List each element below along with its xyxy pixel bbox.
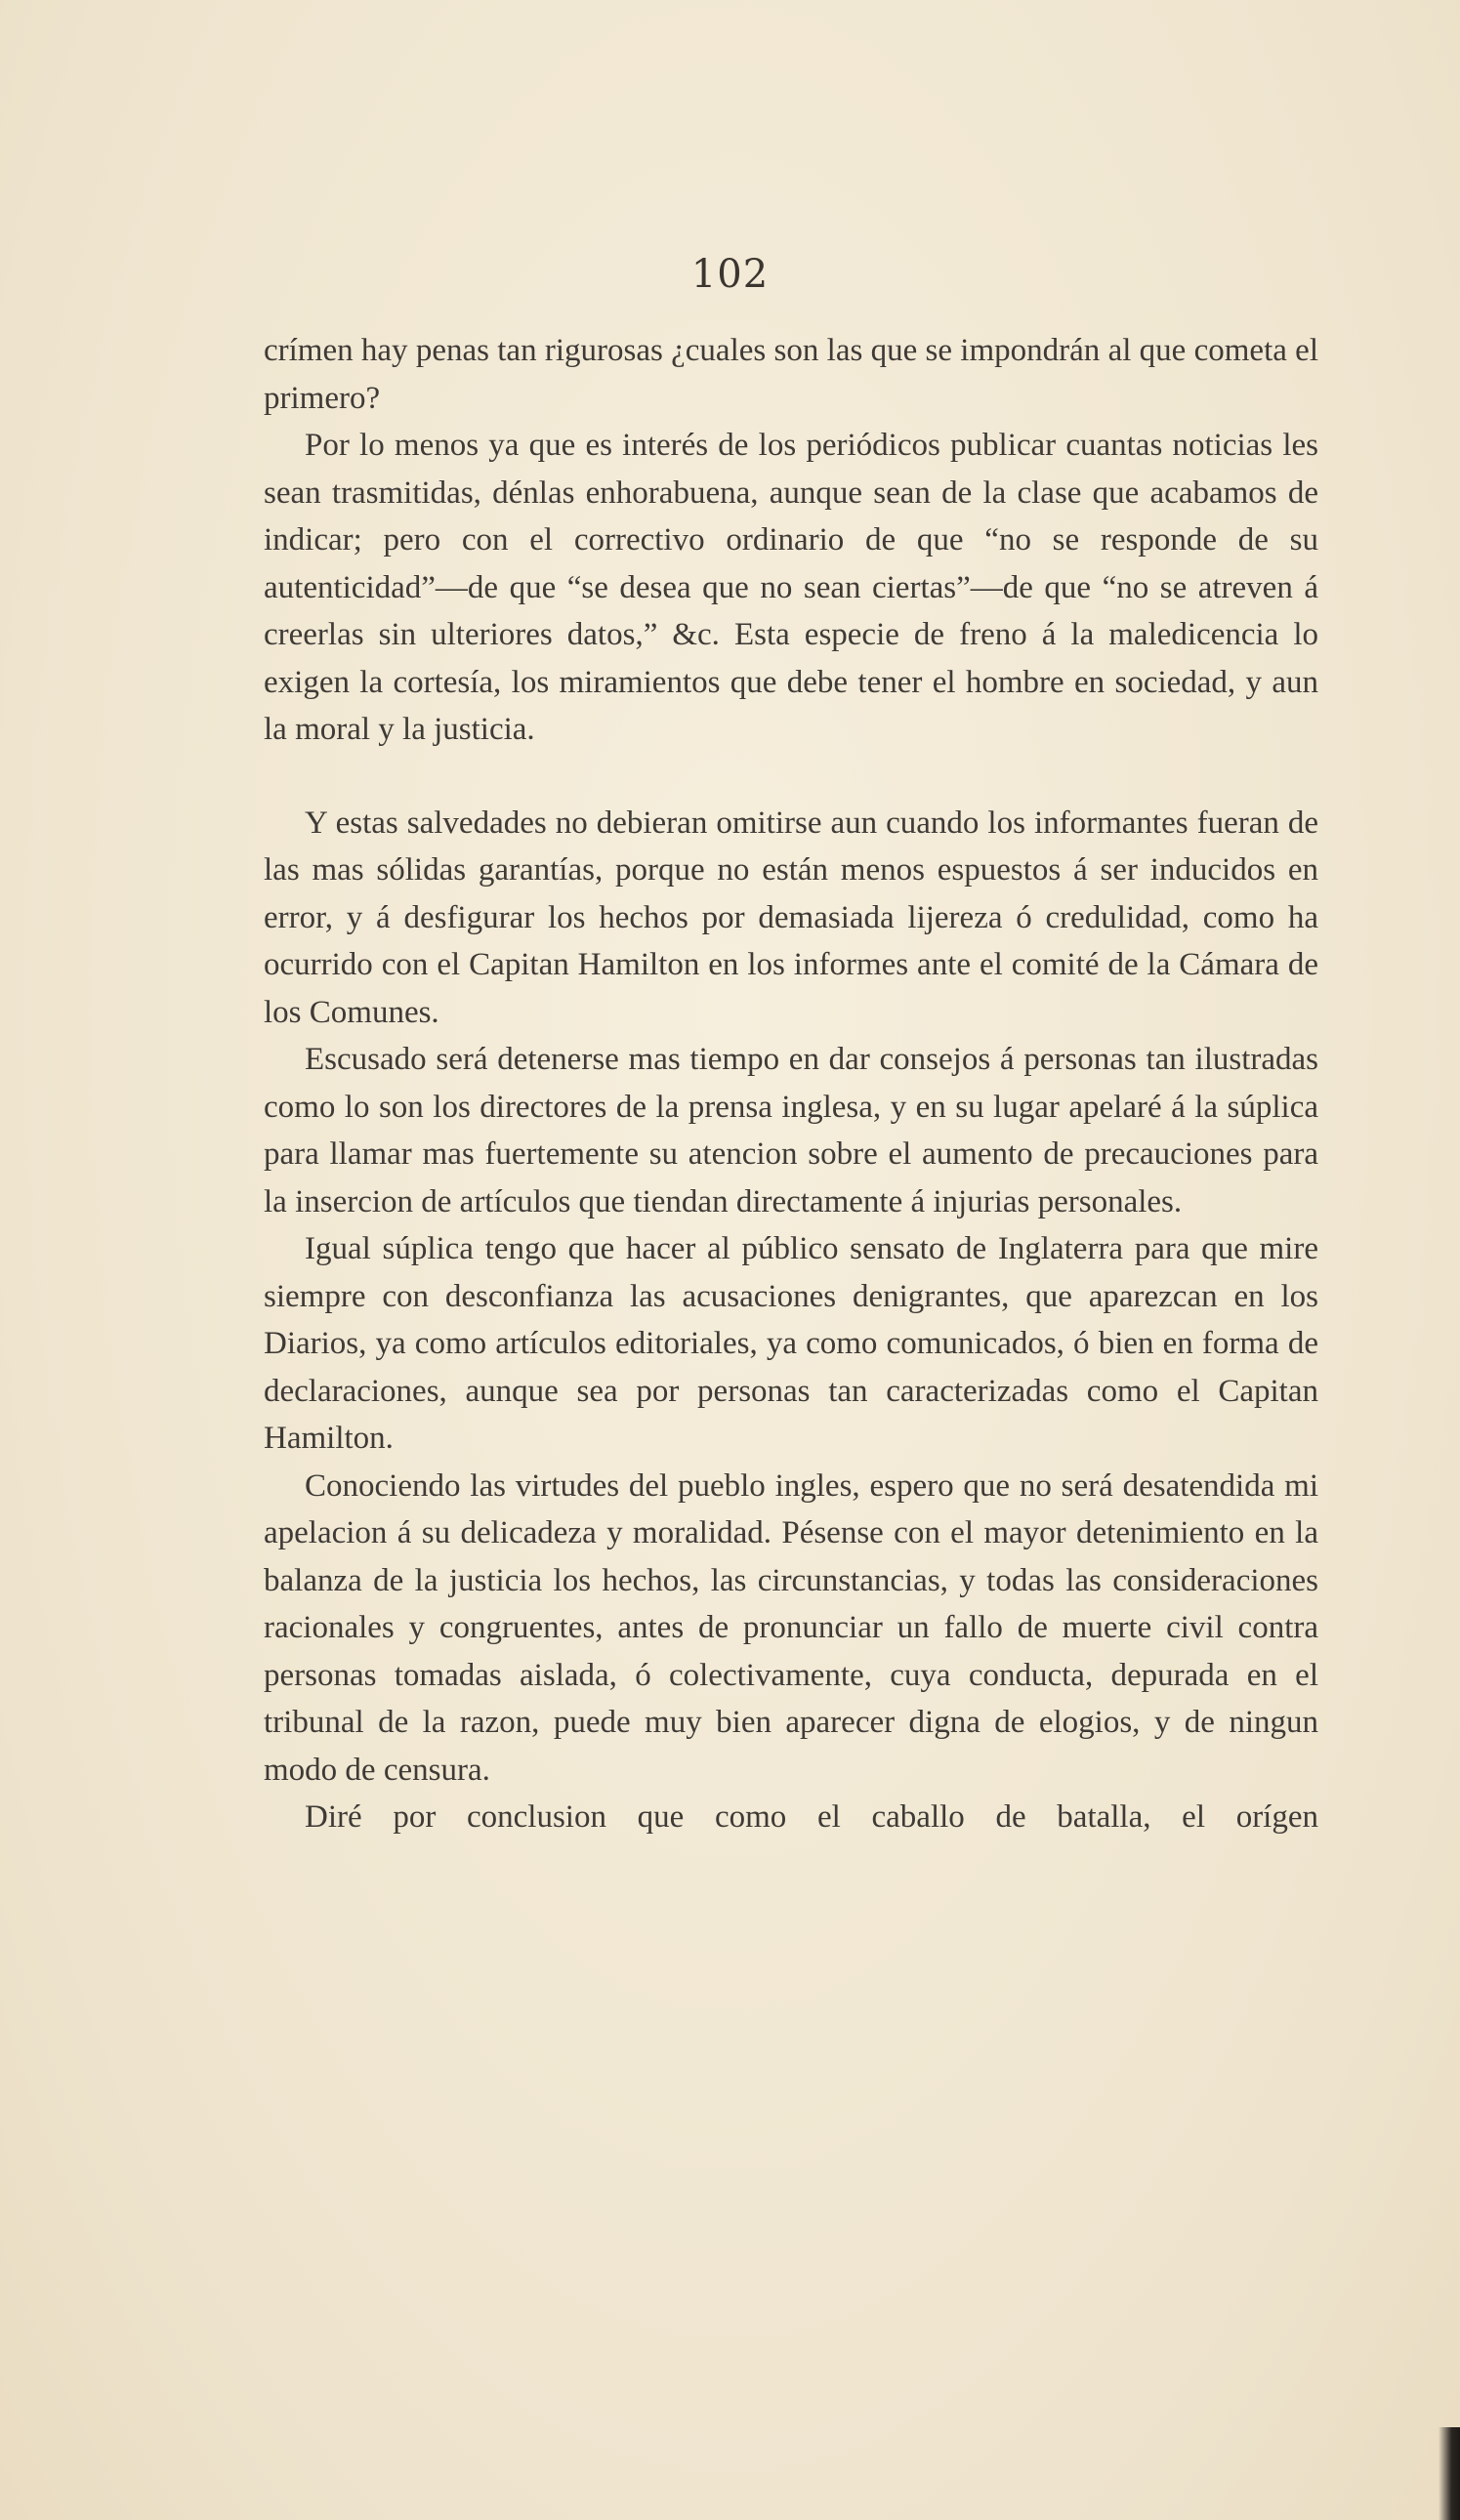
paragraph-conclusion: Diré por conclusion que como el caballo de batalla, el orígen — [305, 1799, 1318, 1835]
paragraph-conociendo: Conociendo las virtudes del pueblo ingles, espero que no será desatendida mi apelacion á su delicadeza y moralidad. Pésense con el mayor detenimiento en la balanza de la justicia los hechos, las circunstancias, y todas las consideraciones racionales y congruentes, antes de pronunciar un fallo de muerte civil contra personas tomadas aislada, ó colectivamente, cuya conducta, depurada en el tribunal de la razon, puede muy bien aparecer digna de elogios, y de ningun modo de censura. — [264, 1467, 1318, 1788]
paragraph-salvedades: Y estas salvedades no debieran omitirse aun cuando los informantes fueran de las mas sólidas garantías, porque no están menos espuestos á ser inducidos en error, y á desfigurar los hechos por demasiada lijereza ó credulidad, como ha ocurrido con el Capitan Hamilton en los informes ante el comité de la Cámara de los Comunes. — [264, 805, 1318, 1030]
paragraph-escusado: Escusado será detenerse mas tiempo en dar consejos á personas tan ilustradas como lo son los directores de la prensa inglesa, y en su lugar apelaré á la súplica para llamar mas fuertemente su atencion sobre el aumento de precauciones para la insercion de artículos que tiendan directamente á injurias personales. — [264, 1042, 1318, 1219]
page-number: 102 — [690, 252, 770, 297]
page-edge-shadow — [1439, 2427, 1460, 2520]
paragraph-periodicos: Por lo menos ya que es interés de los periódicos publicar cuantas noticias les sean trasmitidas, dénlas enhorabuena, aunque sean de la clase que acabamos de indicar; pero con el correctivo ordinario de que “no se responde de su autenticidad”—de que “se desea que no sean ciertas”—de que “no se atreven á creerlas sin ulteriores datos,” &c. Esta especie de freno á la maledicencia lo exigen la cortesía, los miramientos que debe tener el hombre en sociedad, y aun la moral y la justicia. — [264, 428, 1318, 747]
paragraph-igual-suplica: Igual súplica tengo que hacer al público sensato de Inglaterra para que mire siempre con desconfianza las acusaciones denigrantes, que aparezcan en los Diarios, ya como artículos editoriales, ya como comunicados, ó bien en forma de declaraciones, aunque sea por personas tan caracterizadas como el Capitan Hamilton. — [264, 1231, 1318, 1456]
body-text — [264, 327, 1318, 1841]
paragraph-continuation: crímen hay penas tan rigurosas ¿cuales son las que se impondrán al que cometa el primero? — [264, 333, 1318, 416]
